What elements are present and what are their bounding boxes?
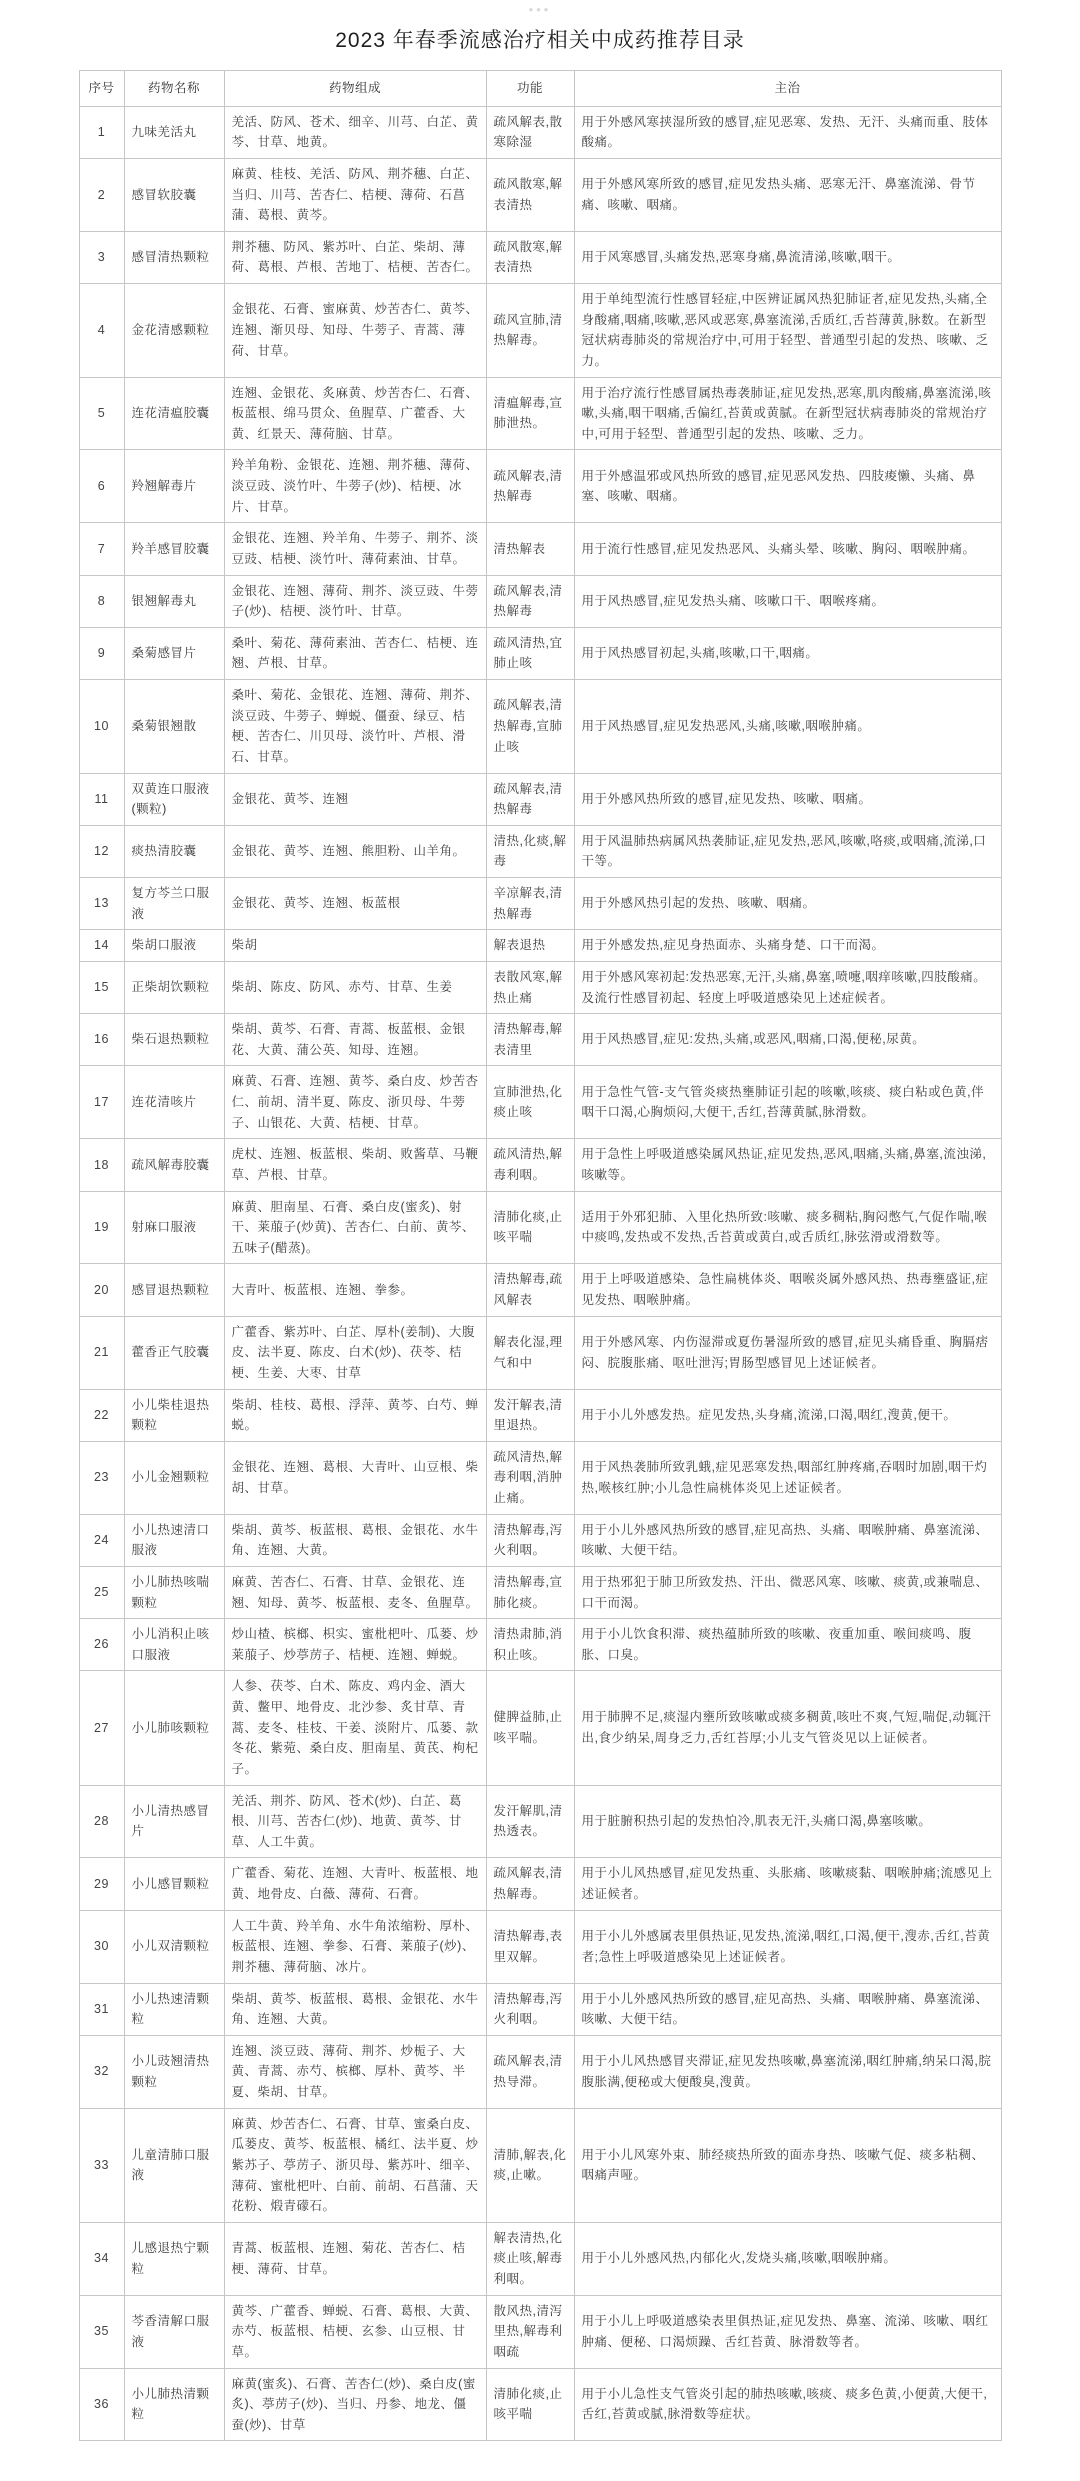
drug-composition: 连翘、淡豆豉、薄荷、荆芥、炒栀子、大黄、青蒿、赤芍、槟榔、厚朴、黄芩、半夏、柴胡、甘草。 (224, 2035, 486, 2108)
drug-indication: 用于单纯型流行性感冒轻症,中医辨证属风热犯肺证者,症见发热,头痛,全身酸痛,咽痛,咳嗽,恶风或恶寒,鼻塞流涕,舌质红,舌苔薄黄,脉数。在新型冠状病毒肺炎的常规治疗中,可用于轻型、普通型引起的发热、咳嗽、乏力。 (574, 284, 1001, 378)
table-row (79, 1983, 1001, 2035)
drug-indication: 用于风热感冒,症见发热恶风,头痛,咳嗽,咽喉肿痛。 (574, 680, 1001, 774)
table-row (79, 2368, 1001, 2441)
drug-indication: 用于急性上呼吸道感染属风热证,症见发热,恶风,咽痛,头痛,鼻塞,流浊涕,咳嗽等。 (574, 1139, 1001, 1191)
drug-name: 痰热清胶囊 (124, 825, 224, 877)
drug-name: 柴石退热颗粒 (124, 1014, 224, 1066)
drug-composition: 柴胡、黄芩、板蓝根、葛根、金银花、水牛角、连翘、大黄。 (224, 1514, 486, 1566)
drug-function: 清热解表 (486, 523, 574, 575)
row-number: 36 (79, 2368, 124, 2441)
drug-composition: 柴胡、黄芩、板蓝根、葛根、金银花、水牛角、连翘、大黄。 (224, 1983, 486, 2035)
row-number: 5 (79, 377, 124, 450)
table-row (79, 627, 1001, 679)
drug-indication: 用于小儿外感风热所致的感冒,症见高热、头痛、咽喉肿痛、鼻塞流涕、咳嗽、大便干结。 (574, 1983, 1001, 2035)
drug-indication: 用于外感风热引起的发热、咳嗽、咽痛。 (574, 878, 1001, 930)
drug-function: 发汗解肌,清热透表。 (486, 1785, 574, 1858)
drug-function: 疏风清热,宜肺止咳 (486, 627, 574, 679)
drug-indication: 用于风热袭肺所致乳蛾,症见恶寒发热,咽部红肿疼痛,吞咽时加剧,咽干灼热,喉核红肿;小儿急性扁桃体炎见上述证候者。 (574, 1441, 1001, 1514)
drug-indication: 用于小儿风热感冒,症见发热重、头胀痛、咳嗽痰黏、咽喉肿痛;流感见上述证候者。 (574, 1858, 1001, 1910)
row-number: 32 (79, 2035, 124, 2108)
row-number: 11 (79, 773, 124, 825)
drug-composition: 虎杖、连翘、板蓝根、柴胡、败酱草、马鞭草、芦根、甘草。 (224, 1139, 486, 1191)
drug-composition: 金银花、黄芩、连翘、熊胆粉、山羊角。 (224, 825, 486, 877)
drug-composition: 金银花、连翘、羚羊角、牛蒡子、荆芥、淡豆豉、桔梗、淡竹叶、薄荷素油、甘草。 (224, 523, 486, 575)
row-number: 3 (79, 231, 124, 283)
drug-composition: 柴胡 (224, 930, 486, 962)
drug-function: 解表退热 (486, 930, 574, 962)
column-header-function: 功能 (486, 71, 574, 107)
table-row (79, 930, 1001, 962)
drug-function: 清热解毒,宣肺化痰。 (486, 1566, 574, 1618)
header-row (79, 71, 1001, 107)
drug-function: 散风热,清泻里热,解毒利咽疏 (486, 2295, 574, 2368)
row-number: 12 (79, 825, 124, 877)
drug-function: 清瘟解毒,宣肺泄热。 (486, 377, 574, 450)
table-row (79, 450, 1001, 523)
drug-composition: 金银花、连翘、薄荷、荆芥、淡豆豉、牛蒡子(炒)、桔梗、淡竹叶、甘草。 (224, 575, 486, 627)
table-row (79, 1316, 1001, 1389)
table-row (79, 2295, 1001, 2368)
drug-indication: 用于小儿外感风热,内郁化火,发烧头痛,咳嗽,咽喉肿痛。 (574, 2222, 1001, 2295)
row-number: 30 (79, 1910, 124, 1983)
drug-indication: 用于外感风寒、内伤湿滞或夏伤暑湿所致的感冒,症见头痛昏重、胸膈痞闷、脘腹胀痛、呕吐泄泻;胃肠型感冒见上述证候者。 (574, 1316, 1001, 1389)
drug-function: 疏风宣肺,清热解毒。 (486, 284, 574, 378)
more-icon[interactable]: ••• (528, 2, 552, 17)
drug-indication: 用于小儿风热感冒夹滞证,症见发热咳嗽,鼻塞流涕,咽红肿痛,纳呆口渴,脘腹胀满,便秘或大便酸臭,溲黄。 (574, 2035, 1001, 2108)
drug-indication: 用于热邪犯于肺卫所致发热、汗出、微恶风寒、咳嗽、痰黄,或兼喘息、口干而渴。 (574, 1566, 1001, 1618)
drug-indication: 用于外感发热,症见身热面赤、头痛身楚、口干而渴。 (574, 930, 1001, 962)
drug-name: 正柴胡饮颗粒 (124, 961, 224, 1013)
drug-name: 羚翘解毒片 (124, 450, 224, 523)
row-number: 22 (79, 1389, 124, 1441)
drug-name: 桑菊感冒片 (124, 627, 224, 679)
table-row (79, 961, 1001, 1013)
drug-indication: 用于急性气管-支气管炎痰热壅肺证引起的咳嗽,咳痰、痰白粘或色黄,伴咽干口渴,心胸烦闷,大便干,舌红,苔薄黄腻,脉滑数。 (574, 1066, 1001, 1139)
drug-composition: 青蒿、板蓝根、连翘、菊花、苦杏仁、桔梗、薄荷、甘草。 (224, 2222, 486, 2295)
table-row (79, 106, 1001, 158)
drug-function: 疏风清热,解毒利咽。 (486, 1139, 574, 1191)
table-row (79, 1514, 1001, 1566)
drug-indication: 适用于外邪犯肺、入里化热所致:咳嗽、痰多稠粘,胸闷憋气,气促作喘,喉中痰鸣,发热或不发热,舌苔黄或黄白,或舌质红,脉弦滑或滑数等。 (574, 1191, 1001, 1264)
drug-function: 解表化湿,理气和中 (486, 1316, 574, 1389)
drug-function: 清肺,解表,化痰,止嗽。 (486, 2108, 574, 2222)
drug-indication: 用于小儿外感属表里俱热证,见发热,流涕,咽红,口渴,便干,溲赤,舌红,苔黄者;急性上呼吸道感染见上述证候者。 (574, 1910, 1001, 1983)
table-row (79, 2108, 1001, 2222)
drug-function: 疏风解表,散寒除湿 (486, 106, 574, 158)
row-number: 26 (79, 1619, 124, 1671)
drug-indication: 用于风寒感冒,头痛发热,恶寒身痛,鼻流清涕,咳嗽,咽干。 (574, 231, 1001, 283)
drug-composition: 麻黄、苦杏仁、石膏、甘草、金银花、连翘、知母、黄芩、板蓝根、麦冬、鱼腥草。 (224, 1566, 486, 1618)
drug-function: 清肺化痰,止咳平喘 (486, 2368, 574, 2441)
drug-function: 疏风解表,清热导滞。 (486, 2035, 574, 2108)
drug-composition: 人参、茯苓、白术、陈皮、鸡内金、酒大黄、鳖甲、地骨皮、北沙参、炙甘草、青蒿、麦冬、桂枝、干姜、淡附片、瓜蒌、款冬花、紫菀、桑白皮、胆南星、黄芪、枸杞子。 (224, 1671, 486, 1785)
row-number: 29 (79, 1858, 124, 1910)
drug-name: 疏风解毒胶囊 (124, 1139, 224, 1191)
drug-composition: 广藿香、菊花、连翘、大青叶、板蓝根、地黄、地骨皮、白薇、薄荷、石膏。 (224, 1858, 486, 1910)
drug-function: 疏风散寒,解表清热 (486, 158, 574, 231)
drug-function: 宣肺泄热,化痰止咳 (486, 1066, 574, 1139)
drug-indication: 用于小儿上呼吸道感染表里俱热证,症见发热、鼻塞、流涕、咳嗽、咽红肿痛、便秘、口渴烦躁、舌红苔黄、脉滑数等者。 (574, 2295, 1001, 2368)
drug-indication: 用于风热感冒,症见发热头痛、咳嗽口干、咽喉疼痛。 (574, 575, 1001, 627)
table-body (79, 106, 1001, 2441)
table-row (79, 284, 1001, 378)
drug-composition: 金银花、连翘、葛根、大青叶、山豆根、柴胡、甘草。 (224, 1441, 486, 1514)
drug-function: 疏风清热,解毒利咽,消肿止痛。 (486, 1441, 574, 1514)
row-number: 34 (79, 2222, 124, 2295)
drug-indication: 用于小儿外感风热所致的感冒,症见高热、头痛、咽喉肿痛、鼻塞流涕、咳嗽、大便干结。 (574, 1514, 1001, 1566)
drug-name: 小儿消积止咳口服液 (124, 1619, 224, 1671)
drug-name: 小儿肺热咳喘颗粒 (124, 1566, 224, 1618)
drug-function: 疏风散寒,解表清热 (486, 231, 574, 283)
drug-indication: 用于小儿外感发热。症见发热,头身痛,流涕,口渴,咽红,溲黄,便干。 (574, 1389, 1001, 1441)
table-row (79, 158, 1001, 231)
row-number: 16 (79, 1014, 124, 1066)
table-row (79, 1858, 1001, 1910)
drug-name: 羚羊感冒胶囊 (124, 523, 224, 575)
drug-function: 表散风寒,解热止痛 (486, 961, 574, 1013)
drug-function: 清热解毒,泻火利咽。 (486, 1983, 574, 2035)
drug-function: 辛凉解表,清热解毒 (486, 878, 574, 930)
drug-function: 清热肃肺,消积止咳。 (486, 1619, 574, 1671)
drug-name: 感冒退热颗粒 (124, 1264, 224, 1316)
row-number: 8 (79, 575, 124, 627)
drug-composition: 麻黄、桂枝、羌活、防风、荆芥穗、白芷、当归、川芎、苦杏仁、桔梗、薄荷、石菖蒲、葛根、黄芩。 (224, 158, 486, 231)
row-number: 17 (79, 1066, 124, 1139)
row-number: 13 (79, 878, 124, 930)
drug-composition: 羌活、防风、苍术、细辛、川芎、白芷、黄芩、甘草、地黄。 (224, 106, 486, 158)
table-row (79, 1014, 1001, 1066)
drug-name: 芩香清解口服液 (124, 2295, 224, 2368)
table-row (79, 575, 1001, 627)
table-row (79, 1566, 1001, 1618)
drug-composition: 柴胡、黄芩、石膏、青蒿、板蓝根、金银花、大黄、蒲公英、知母、连翘。 (224, 1014, 486, 1066)
column-header-name: 药物名称 (124, 71, 224, 107)
row-number: 33 (79, 2108, 124, 2222)
table-row (79, 1910, 1001, 1983)
row-number: 7 (79, 523, 124, 575)
drug-name: 小儿感冒颗粒 (124, 1858, 224, 1910)
drug-composition: 炒山楂、槟榔、枳实、蜜枇杷叶、瓜蒌、炒莱菔子、炒葶苈子、桔梗、连翘、蝉蜕。 (224, 1619, 486, 1671)
row-number: 18 (79, 1139, 124, 1191)
drug-function: 清热解毒,表里双解。 (486, 1910, 574, 1983)
row-number: 25 (79, 1566, 124, 1618)
drug-composition: 麻黄(蜜炙)、石膏、苦杏仁(炒)、桑白皮(蜜炙)、葶苈子(炒)、当归、丹参、地龙、僵蚕(炒)、甘草 (224, 2368, 486, 2441)
column-header-indication: 主治 (574, 71, 1001, 107)
drug-name: 金花清感颗粒 (124, 284, 224, 378)
drug-function: 发汗解表,清里退热。 (486, 1389, 574, 1441)
drug-name: 连花清咳片 (124, 1066, 224, 1139)
table-row (79, 1619, 1001, 1671)
table-row (79, 1066, 1001, 1139)
drug-function: 清热解毒,疏风解表 (486, 1264, 574, 1316)
row-number: 4 (79, 284, 124, 378)
table-row (79, 1264, 1001, 1316)
drug-function: 解表清热,化痰止咳,解毒利咽。 (486, 2222, 574, 2295)
drug-name: 小儿双清颗粒 (124, 1910, 224, 1983)
drug-indication: 用于外感风热所致的感冒,症见发热、咳嗽、咽痛。 (574, 773, 1001, 825)
drug-function: 清热解毒,解表清里 (486, 1014, 574, 1066)
drug-name: 小儿热速清颗粒 (124, 1983, 224, 2035)
table-row (79, 523, 1001, 575)
drug-name: 小儿热速清口服液 (124, 1514, 224, 1566)
drug-indication: 用于外感风寒初起:发热恶寒,无汗,头痛,鼻塞,喷嚏,咽痒咳嗽,四肢酸痛。及流行性感冒初起、轻度上呼吸道感染见上述症候者。 (574, 961, 1001, 1013)
row-number: 15 (79, 961, 124, 1013)
row-number: 21 (79, 1316, 124, 1389)
drug-composition: 黄芩、广藿香、蝉蜕、石膏、葛根、大黄、赤芍、板蓝根、桔梗、玄参、山豆根、甘草。 (224, 2295, 486, 2368)
drug-composition: 金银花、黄芩、连翘 (224, 773, 486, 825)
drug-name: 柴胡口服液 (124, 930, 224, 962)
drug-function: 疏风解表,清热解毒 (486, 450, 574, 523)
drug-composition: 麻黄、胆南星、石膏、桑白皮(蜜炙)、射干、莱菔子(炒黄)、苦杏仁、白前、黄芩、五味子(醋蒸)。 (224, 1191, 486, 1264)
row-number: 23 (79, 1441, 124, 1514)
drug-composition: 麻黄、石膏、连翘、黄芩、桑白皮、炒苦杏仁、前胡、清半夏、陈皮、浙贝母、牛蒡子、山银花、大黄、桔梗、甘草。 (224, 1066, 486, 1139)
drug-composition: 金银花、石膏、蜜麻黄、炒苦杏仁、黄芩、连翘、渐贝母、知母、牛蒡子、青蒿、薄荷、甘草。 (224, 284, 486, 378)
row-number: 9 (79, 627, 124, 679)
drug-name: 双黄连口服液(颗粒) (124, 773, 224, 825)
drug-function: 疏风解表,清热解毒 (486, 575, 574, 627)
drug-indication: 用于风热感冒初起,头痛,咳嗽,口干,咽痛。 (574, 627, 1001, 679)
drug-name: 复方芩兰口服液 (124, 878, 224, 930)
drug-indication: 用于小儿急性支气管炎引起的肺热咳嗽,咳痰、痰多色黄,小便黄,大便干,舌红,苔黄或腻,脉滑数等症状。 (574, 2368, 1001, 2441)
row-number: 24 (79, 1514, 124, 1566)
drug-indication: 用于治疗流行性感冒属热毒袭肺证,症见发热,恶寒,肌肉酸痛,鼻塞流涕,咳嗽,头痛,咽干咽痛,舌偏红,苔黄或黄腻。在新型冠状病毒肺炎的常规治疗中,可用于轻型、普通型引起的发热、咳嗽、乏力。 (574, 377, 1001, 450)
drug-indication: 用于肺脾不足,痰湿内壅所致咳嗽或痰多稠黄,咳吐不爽,气短,喘促,动辄汗出,食少纳呆,周身乏力,舌红苔厚;小儿支气管炎见以上证候者。 (574, 1671, 1001, 1785)
drug-function: 清热解毒,泻火利咽。 (486, 1514, 574, 1566)
drug-composition: 羌活、荆芥、防风、苍术(炒)、白芷、葛根、川芎、苦杏仁(炒)、地黄、黄芩、甘草、人工牛黄。 (224, 1785, 486, 1858)
medicine-table (79, 70, 1002, 2441)
drug-function: 疏风解表,清热解毒。 (486, 1858, 574, 1910)
drug-function: 疏风解表,清热解毒 (486, 773, 574, 825)
drug-indication: 用于小儿饮食积滞、痰热蕴肺所致的咳嗽、夜重加重、喉间痰鸣、腹胀、口臭。 (574, 1619, 1001, 1671)
drug-indication: 用于风温肺热病属风热袭肺证,症见发热,恶风,咳嗽,咯痰,或咽痛,流涕,口干等。 (574, 825, 1001, 877)
drug-composition: 羚羊角粉、金银花、连翘、荆芥穗、薄荷、淡豆豉、淡竹叶、牛蒡子(炒)、桔梗、冰片、甘草。 (224, 450, 486, 523)
drug-composition: 广藿香、紫苏叶、白芷、厚朴(姜制)、大腹皮、法半夏、陈皮、白术(炒)、茯苓、桔梗、生姜、大枣、甘草 (224, 1316, 486, 1389)
drug-name: 儿童清肺口服液 (124, 2108, 224, 2222)
page-title: 2023 年春季流感治疗相关中成药推荐目录 (335, 29, 745, 52)
table-row (79, 377, 1001, 450)
drug-composition: 连翘、金银花、炙麻黄、炒苦杏仁、石膏、板蓝根、绵马贯众、鱼腥草、广藿香、大黄、红景天、薄荷脑、甘草。 (224, 377, 486, 450)
row-number: 2 (79, 158, 124, 231)
drug-indication: 用于小儿风寒外束、肺经痰热所致的面赤身热、咳嗽气促、痰多粘稠、咽痛声哑。 (574, 2108, 1001, 2222)
row-number: 35 (79, 2295, 124, 2368)
table-row (79, 680, 1001, 774)
drug-indication: 用于脏腑积热引起的发热怕冷,肌表无汗,头痛口渴,鼻塞咳嗽。 (574, 1785, 1001, 1858)
drug-composition: 柴胡、桂枝、葛根、浮萍、黄芩、白芍、蝉蜕。 (224, 1389, 486, 1441)
drug-indication: 用于外感风寒所致的感冒,症见发热头痛、恶寒无汗、鼻塞流涕、骨节痛、咳嗽、咽痛。 (574, 158, 1001, 231)
drug-name: 九味羌活丸 (124, 106, 224, 158)
table-row (79, 1191, 1001, 1264)
table-row (79, 1389, 1001, 1441)
drug-composition: 荆芥穗、防风、紫苏叶、白芷、柴胡、薄荷、葛根、芦根、苦地丁、桔梗、苦杏仁。 (224, 231, 486, 283)
table-row (79, 825, 1001, 877)
table-row (79, 2222, 1001, 2295)
drug-composition: 柴胡、陈皮、防风、赤芍、甘草、生姜 (224, 961, 486, 1013)
drug-indication: 用于外感温邪或风热所致的感冒,症见恶风发热、四肢痠懒、头痛、鼻塞、咳嗽、咽痛。 (574, 450, 1001, 523)
drug-indication: 用于上呼吸道感染、急性扁桃体炎、咽喉炎属外感风热、热毒壅盛证,症见发热、咽喉肿痛。 (574, 1264, 1001, 1316)
drug-name: 感冒清热颗粒 (124, 231, 224, 283)
row-number: 19 (79, 1191, 124, 1264)
drug-name: 小儿金翘颗粒 (124, 1441, 224, 1514)
drug-composition: 大青叶、板蓝根、连翘、拳参。 (224, 1264, 486, 1316)
drug-name: 射麻口服液 (124, 1191, 224, 1264)
table-row (79, 1785, 1001, 1858)
drug-name: 儿感退热宁颗粒 (124, 2222, 224, 2295)
drug-indication: 用于流行性感冒,症见发热恶风、头痛头晕、咳嗽、胸闷、咽喉肿痛。 (574, 523, 1001, 575)
drug-composition: 桑叶、菊花、薄荷素油、苦杏仁、桔梗、连翘、芦根、甘草。 (224, 627, 486, 679)
drug-composition: 金银花、黄芩、连翘、板蓝根 (224, 878, 486, 930)
drug-name: 藿香正气胶囊 (124, 1316, 224, 1389)
drug-composition: 人工牛黄、羚羊角、水牛角浓缩粉、厚朴、板蓝根、连翘、拳参、石膏、莱菔子(炒)、荆芥穗、薄荷脑、冰片。 (224, 1910, 486, 1983)
drug-name: 桑菊银翘散 (124, 680, 224, 774)
row-number: 1 (79, 106, 124, 158)
row-number: 31 (79, 1983, 124, 2035)
row-number: 20 (79, 1264, 124, 1316)
table-row (79, 2035, 1001, 2108)
drug-function: 清肺化痰,止咳平喘 (486, 1191, 574, 1264)
row-number: 28 (79, 1785, 124, 1858)
drug-name: 小儿肺热清颗粒 (124, 2368, 224, 2441)
table-row (79, 231, 1001, 283)
drug-function: 健脾益肺,止咳平喘。 (486, 1671, 574, 1785)
drug-composition: 桑叶、菊花、金银花、连翘、薄荷、荆芥、淡豆豉、牛蒡子、蝉蜕、僵蚕、绿豆、桔梗、苦杏仁、川贝母、淡竹叶、芦根、滑石、甘草。 (224, 680, 486, 774)
drug-function: 疏风解表,清热解毒,宣肺止咳 (486, 680, 574, 774)
drug-name: 连花清瘟胶囊 (124, 377, 224, 450)
table-row (79, 1139, 1001, 1191)
row-number: 27 (79, 1671, 124, 1785)
drug-name: 小儿豉翘清热颗粒 (124, 2035, 224, 2108)
column-header-no: 序号 (79, 71, 124, 107)
drug-indication: 用于风热感冒,症见:发热,头痛,或恶风,咽痛,口渴,便秘,尿黄。 (574, 1014, 1001, 1066)
drug-indication: 用于外感风寒挟湿所致的感冒,症见恶寒、发热、无汗、头痛而重、肢体酸痛。 (574, 106, 1001, 158)
row-number: 6 (79, 450, 124, 523)
row-number: 10 (79, 680, 124, 774)
row-number: 14 (79, 930, 124, 962)
table-row (79, 878, 1001, 930)
table-row (79, 773, 1001, 825)
drug-name: 小儿柴桂退热颗粒 (124, 1389, 224, 1441)
table-row (79, 1441, 1001, 1514)
drug-name: 银翘解毒丸 (124, 575, 224, 627)
drug-function: 清热,化痰,解毒 (486, 825, 574, 877)
table-header (79, 71, 1001, 107)
drug-composition: 麻黄、炒苦杏仁、石膏、甘草、蜜桑白皮、瓜蒌皮、黄芩、板蓝根、橘红、法半夏、炒紫苏子、葶苈子、浙贝母、紫苏叶、细辛、薄荷、蜜枇杷叶、白前、前胡、石菖蒲、天花粉、煅青礞石。 (224, 2108, 486, 2222)
drug-name: 感冒软胶囊 (124, 158, 224, 231)
table-row (79, 1671, 1001, 1785)
column-header-composition: 药物组成 (224, 71, 486, 107)
drug-name: 小儿肺咳颗粒 (124, 1671, 224, 1785)
drug-name: 小儿清热感冒片 (124, 1785, 224, 1858)
